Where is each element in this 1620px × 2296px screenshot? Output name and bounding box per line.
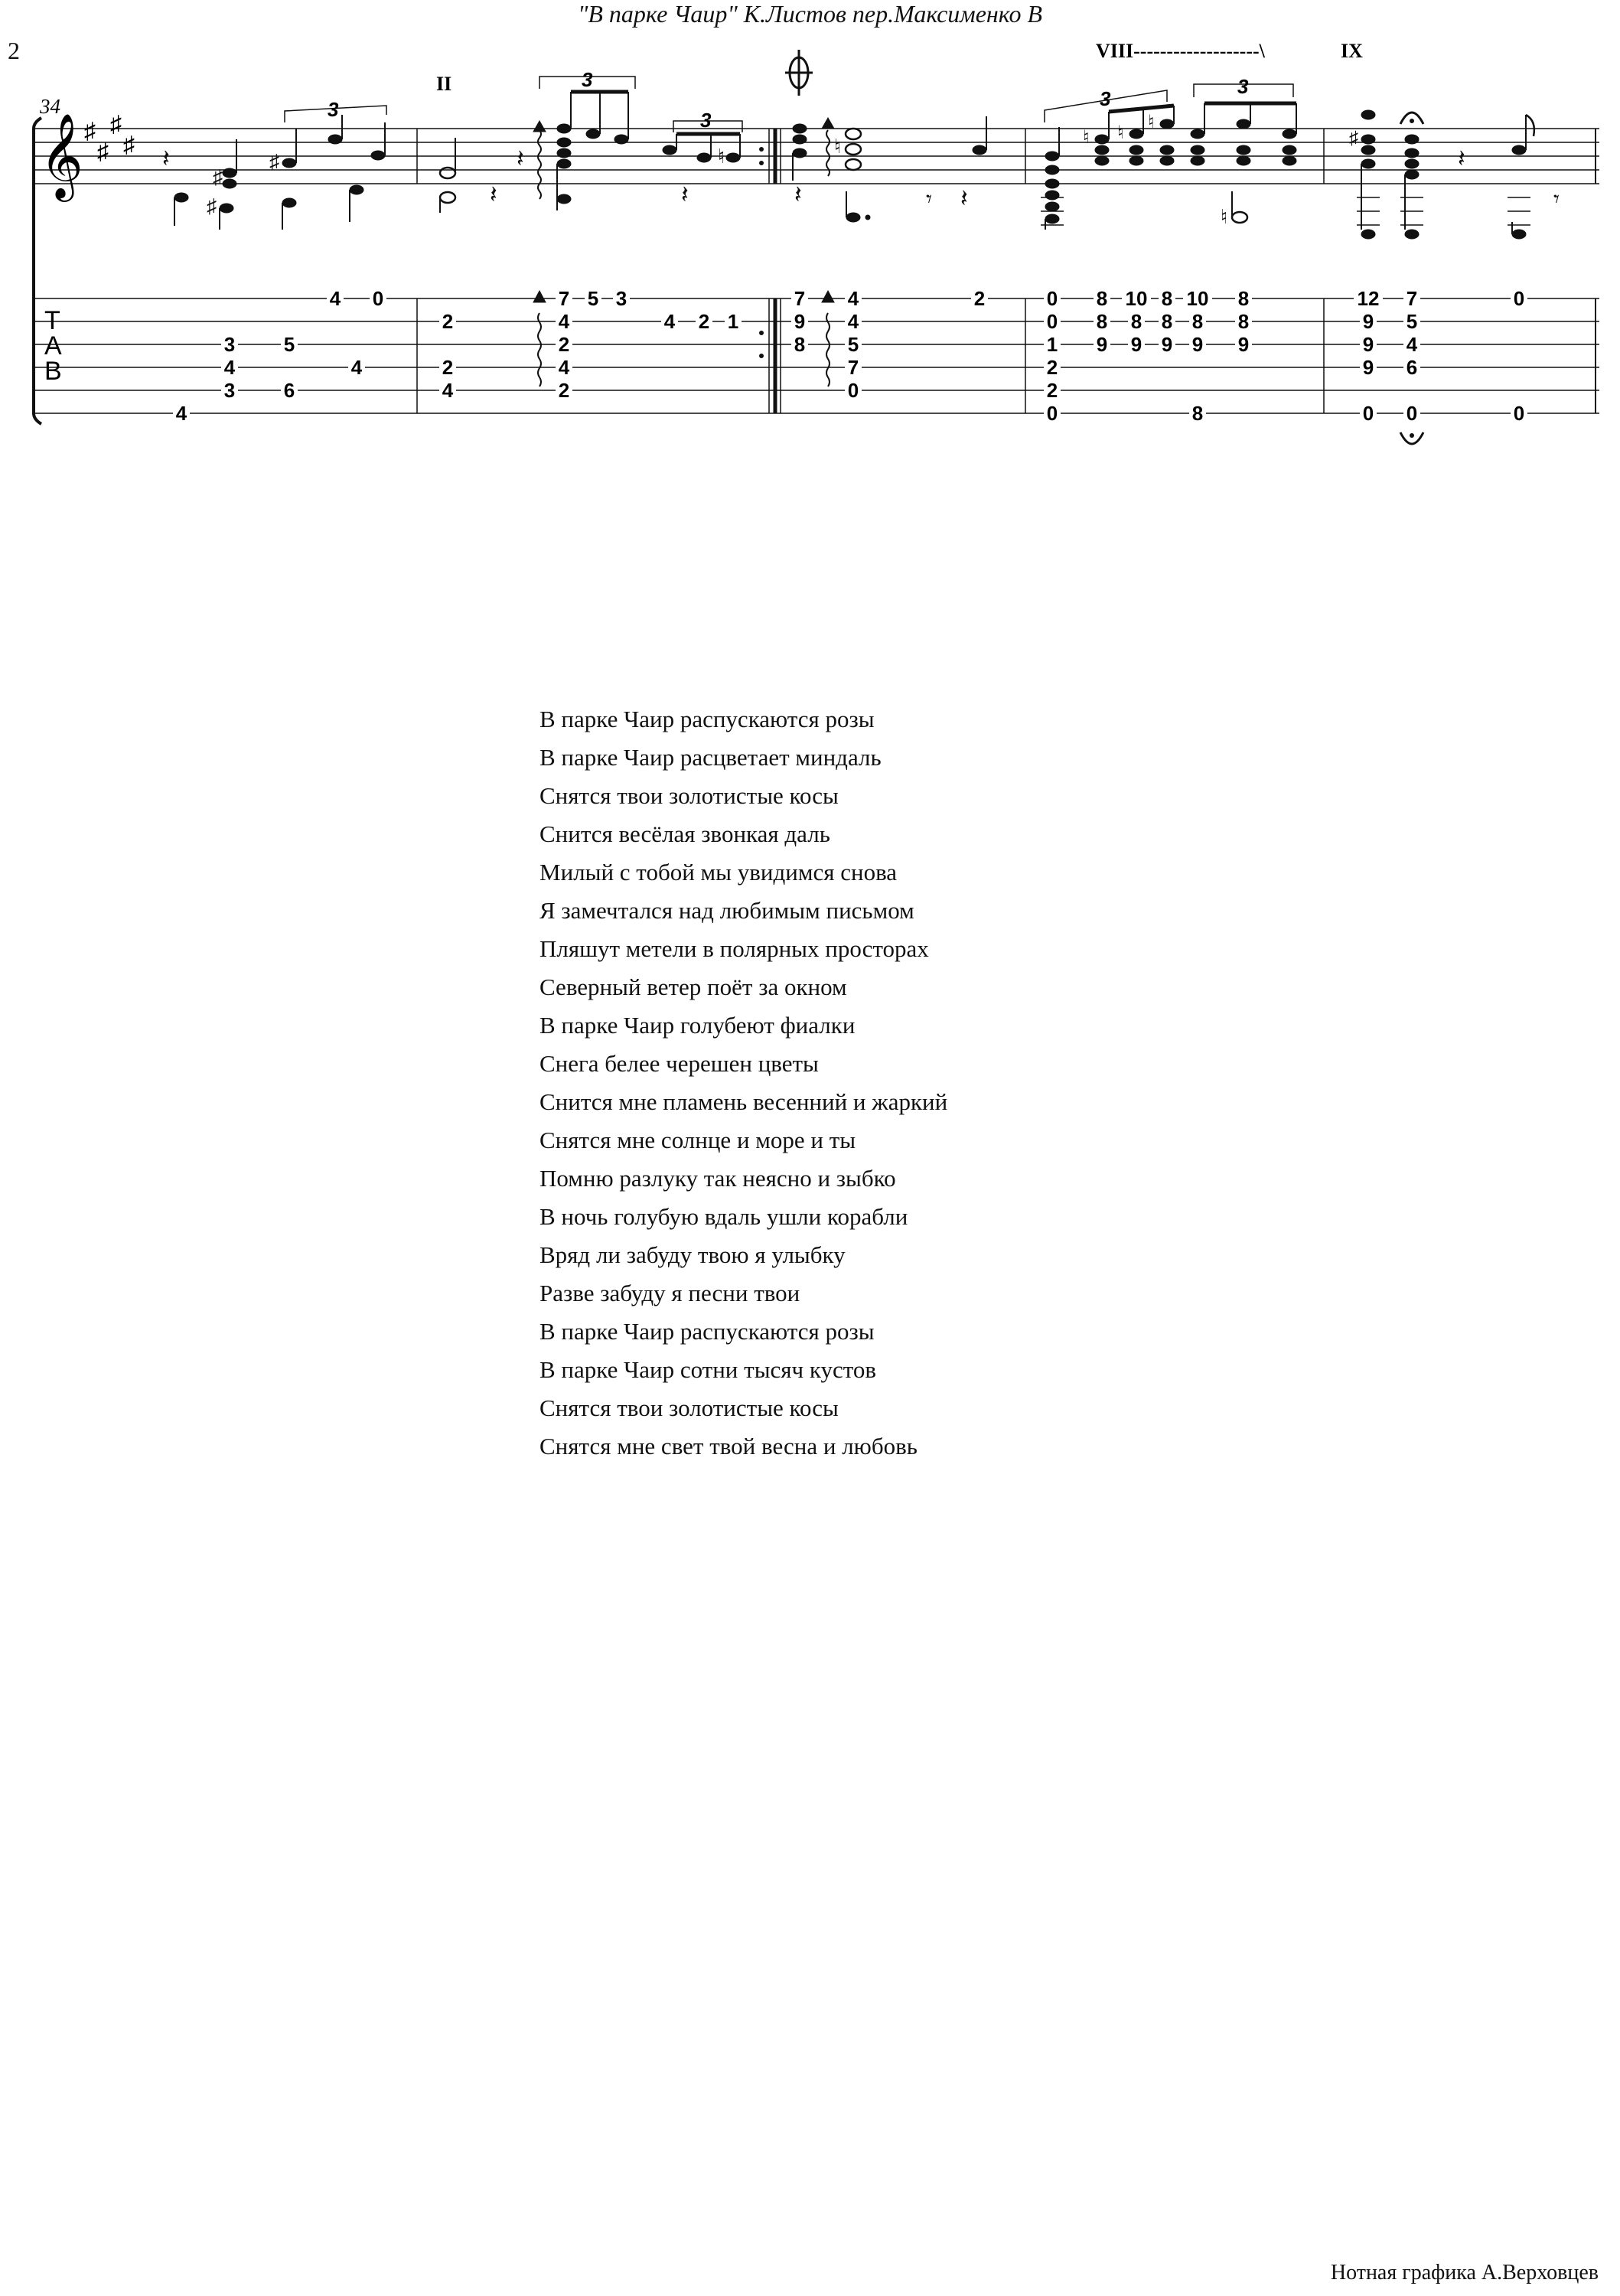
tab-fret-number: 2 <box>442 356 454 379</box>
tuplet-number: 3 <box>1100 87 1111 110</box>
lyric-line: Милый с тобой мы увидимся снова <box>539 859 898 885</box>
tab-fret-number: 8 <box>794 333 806 356</box>
svg-text:♮: ♮ <box>1083 128 1090 148</box>
position-mark-ix: IX <box>1341 40 1363 62</box>
ledger-lines <box>1400 197 1423 225</box>
engraving-credit: Нотная графика А.Верховцев <box>1330 2261 1599 2285</box>
tab-fret-number: 6 <box>283 379 295 402</box>
tab-fret-number: 4 <box>1406 333 1418 356</box>
tab-fret-number: 2 <box>1046 379 1058 402</box>
lyric-line: Пляшут метели в полярных просторах <box>539 935 929 962</box>
tab-fret-number: 3 <box>223 333 236 356</box>
svg-text:♯: ♯ <box>213 166 223 188</box>
lyric-line: Разве забуду я песни твои <box>539 1280 800 1306</box>
tuplet-number: 3 <box>582 68 593 91</box>
lyric-line: Помню разлуку так неясно и зыбко <box>539 1165 896 1192</box>
svg-text:♯: ♯ <box>207 195 217 217</box>
tuplet-number: 3 <box>700 109 712 132</box>
tab-fret-number: 9 <box>794 310 806 333</box>
repeat-barline <box>775 129 781 413</box>
tab-fret-number: 7 <box>847 356 859 379</box>
tuplet-number: 3 <box>1237 75 1249 98</box>
sharp-icon: ♯ <box>84 119 96 144</box>
tab-fret-number: 10 <box>1125 287 1148 310</box>
tab-fret-number: 8 <box>1191 402 1204 425</box>
tab-fret-number: 0 <box>1513 287 1525 310</box>
lyric-line: Снега белее черешен цветы <box>539 1050 819 1077</box>
fermata-dot <box>1410 119 1414 123</box>
lyric-line: В ночь голубую вдаль ушли корабли <box>539 1203 908 1230</box>
tab-fret-number: 0 <box>847 379 859 402</box>
tuplet-number: 3 <box>328 98 339 121</box>
notes-measure-5 <box>1349 110 1560 239</box>
tab-clef-a: A <box>44 331 62 360</box>
lyric-line: Снится мне пламень весенний и жаркий <box>539 1088 948 1115</box>
tab-fret-number: 0 <box>372 287 384 310</box>
repeat-dot <box>759 331 764 335</box>
notes-measure-2 <box>440 92 740 213</box>
tab-fret-number: 5 <box>283 333 295 356</box>
position-mark-viii: VIII-------------------\ <box>1096 40 1265 62</box>
piece-title: "В парке Чаир" К.Листов пер.Максименко В <box>577 0 1043 28</box>
tab-fret-number: 2 <box>558 379 570 402</box>
svg-text:𝄾: 𝄾 <box>926 187 932 212</box>
tab-fret-number: 9 <box>1096 333 1108 356</box>
lyric-line: В парке Чаир распускаются розы <box>539 1318 875 1345</box>
svg-text:♮: ♮ <box>834 135 842 158</box>
quarter-rest: 𝄽 <box>162 145 170 172</box>
lyric-line: Я замечтался над любимым письмом <box>539 897 914 924</box>
tab-fret-number: 9 <box>1161 333 1173 356</box>
tab-fret-number: 2 <box>973 287 986 310</box>
repeat-dot <box>759 147 764 152</box>
tab-fret-number: 4 <box>223 356 236 379</box>
svg-text:𝄽: 𝄽 <box>517 145 524 172</box>
lyric-line: В парке Чаир сотни тысяч кустов <box>539 1356 877 1383</box>
svg-text:𝄽: 𝄽 <box>1458 145 1465 172</box>
svg-text:𝄾: 𝄾 <box>1553 187 1560 212</box>
lyric-line: В парке Чаир распускаются розы <box>539 706 875 732</box>
tab-fret-number: 3 <box>223 379 236 402</box>
tab-fret-number: 4 <box>847 310 859 333</box>
notes-measure-1 <box>162 115 385 230</box>
ledger-lines <box>1357 197 1380 225</box>
tab-fret-number: 0 <box>1362 402 1374 425</box>
tab-fret-number: 8 <box>1191 310 1204 333</box>
tab-arpeggio-icon <box>533 291 834 386</box>
tab-fret-number: 12 <box>1357 287 1380 310</box>
tab-fret-number: 4 <box>558 356 570 379</box>
tab-fret-number: 9 <box>1362 310 1374 333</box>
tab-fret-number: 1 <box>727 310 739 333</box>
tab-fret-number: 8 <box>1161 287 1173 310</box>
tab-fret-number: 0 <box>1046 310 1058 333</box>
svg-text:♮: ♮ <box>1148 113 1155 132</box>
lyric-line: Снятся твои золотистые косы <box>539 782 839 809</box>
ledger-lines <box>1508 197 1530 225</box>
tab-fret-number: 4 <box>847 287 859 310</box>
music-score <box>0 0 1620 459</box>
position-mark-ii: II <box>436 73 452 95</box>
tab-fret-number: 5 <box>587 287 599 310</box>
tab-fret-number: 4 <box>329 287 341 310</box>
tab-fret-number: 10 <box>1186 287 1209 310</box>
tab-fret-number: 6 <box>1406 356 1418 379</box>
tab-fret-number: 5 <box>1406 310 1418 333</box>
tab-fret-number: 7 <box>1406 287 1418 310</box>
tab-fret-number: 2 <box>1046 356 1058 379</box>
svg-text:♯: ♯ <box>269 151 279 173</box>
svg-text:𝄽: 𝄽 <box>960 184 968 212</box>
svg-text:𝄽: 𝄽 <box>794 181 802 208</box>
svg-text:♮: ♮ <box>1117 123 1124 143</box>
tab-fret-number: 8 <box>1096 310 1108 333</box>
arpeggio-icon <box>826 130 830 176</box>
coda-icon <box>785 50 813 96</box>
svg-text:♮: ♮ <box>718 145 725 168</box>
fermata-dot <box>1410 433 1414 438</box>
tab-fret-number: 0 <box>1513 402 1525 425</box>
tab-fret-number: 4 <box>558 310 570 333</box>
tab-fret-number: 4 <box>442 379 454 402</box>
lyric-line: Снится весёлая звонкая даль <box>539 820 830 847</box>
sharp-icon: ♯ <box>97 139 109 165</box>
tab-fret-number: 9 <box>1237 333 1250 356</box>
tab-fret-number: 3 <box>615 287 627 310</box>
tab-fret-number: 8 <box>1237 310 1250 333</box>
tab-fret-number: 0 <box>1406 402 1418 425</box>
sharp-icon: ♯ <box>110 112 122 137</box>
page-number: 2 <box>8 37 20 64</box>
tab-fret-number: 2 <box>558 333 570 356</box>
svg-text:♯: ♯ <box>1349 129 1358 148</box>
tab-fret-number: 5 <box>847 333 859 356</box>
tab-fret-number: 1 <box>1046 333 1058 356</box>
tab-fret-number: 8 <box>1096 287 1108 310</box>
tab-clef-b: B <box>44 357 62 386</box>
tab-fret-number: 8 <box>1161 310 1173 333</box>
repeat-dot <box>759 161 764 165</box>
tab-fret-number: 4 <box>350 356 363 379</box>
treble-clef-icon: 𝄞 <box>40 115 83 197</box>
lyric-line: Снятся мне солнце и море и ты <box>539 1127 856 1153</box>
lyric-line: В парке Чаир расцветает миндаль <box>539 744 882 771</box>
svg-text:♮: ♮ <box>1221 206 1228 228</box>
tab-fret-number: 9 <box>1362 333 1374 356</box>
tab-fret-number: 9 <box>1130 333 1142 356</box>
notes-measure-4 <box>1041 103 1296 230</box>
notes-measure-3 <box>793 116 986 222</box>
measure-number: 34 <box>40 95 60 118</box>
tab-fret-number: 4 <box>663 310 676 333</box>
tab-fret-number: 8 <box>1237 287 1250 310</box>
lyric-line: Северный ветер поёт за окном <box>539 974 847 1000</box>
tab-clef-t: T <box>44 306 60 335</box>
tab-fret-number: 2 <box>698 310 710 333</box>
tab-fret-number: 7 <box>558 287 570 310</box>
tab-fret-number: 0 <box>1046 402 1058 425</box>
lyric-line: В парке Чаир голубеют фиалки <box>539 1012 856 1039</box>
lyric-line: Вряд ли забуду твою я улыбку <box>539 1241 846 1268</box>
tab-fret-number: 4 <box>175 402 187 425</box>
svg-text:𝄽: 𝄽 <box>681 181 689 208</box>
tab-fret-number: 2 <box>442 310 454 333</box>
arpeggio-icon <box>538 130 541 199</box>
tab-fret-number: 0 <box>1046 287 1058 310</box>
svg-text:𝄽: 𝄽 <box>490 181 497 208</box>
tab-fret-number: 8 <box>1130 310 1142 333</box>
lyric-line: Снятся мне свет твой весна и любовь <box>539 1433 918 1459</box>
tab-fret-number: 9 <box>1362 356 1374 379</box>
repeat-dot <box>759 354 764 358</box>
tab-fret-number: 7 <box>794 287 806 310</box>
lyrics-text <box>539 700 947 1466</box>
lyric-line: Снятся твои золотистые косы <box>539 1394 839 1421</box>
sharp-icon: ♯ <box>123 132 135 158</box>
tab-fret-number: 9 <box>1191 333 1204 356</box>
